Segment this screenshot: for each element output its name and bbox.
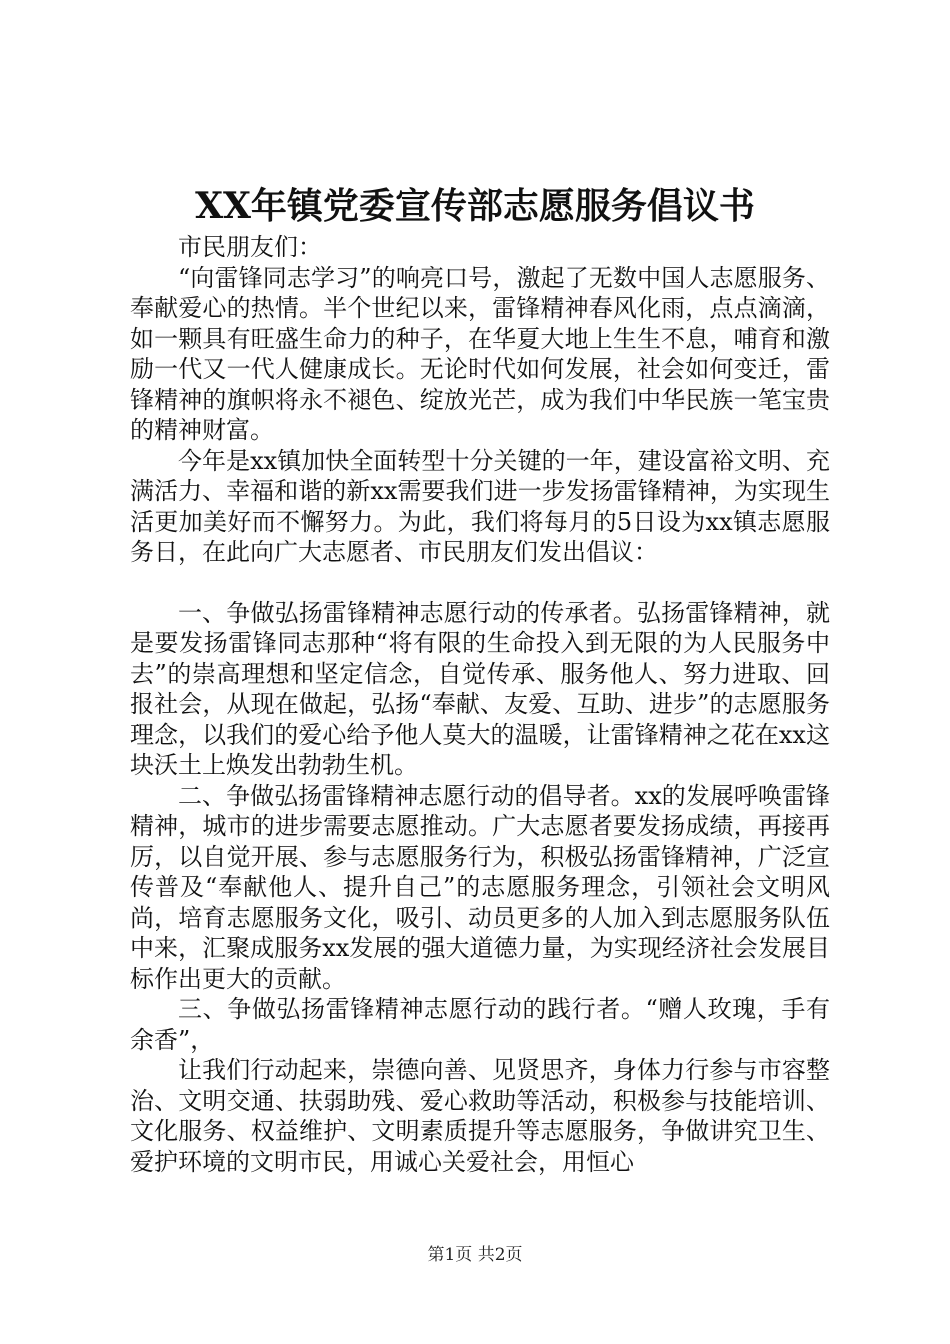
paragraph-proposal: 今年是xx镇加快全面转型十分关键的一年，建设富裕文明、充满活力、幸福和谐的新xx需要我们进一步发扬雷锋精神，为实现生活更加美好而不懈努力。为此，我们将每月的5日设为xx镇志愿服务日，在此向广大志愿者、市民朋友们发出倡议： <box>130 446 830 566</box>
paragraph-point-one: 一、争做弘扬雷锋精神志愿行动的传承者。弘扬雷锋精神，就是要发扬雷锋同志那种“将有限的生命投入到无限的为人民服务中去”的崇高理想和坚定信念，自觉传承、服务他人、努力进取、回报社会，从现在做起，弘扬“奉献、友爱、互助、进步”的志愿服务理念，以我们的爱心给予他人莫大的温暖，让雷锋精神之花在xx这块沃土上焕发出勃勃生机。 <box>130 598 830 779</box>
document-title: XX年镇党委宣传部志愿服务倡议书 <box>195 185 755 227</box>
paragraph-point-three: 三、争做弘扬雷锋精神志愿行动的践行者。“赠人玫瑰，手有余香”， <box>130 995 830 1054</box>
page-indicator: 第1页 共2页 <box>427 1245 523 1265</box>
paragraph-intro: “向雷锋同志学习”的响亮口号，激起了无数中国人志愿服务、奉献爱心的热情。半个世纪以来，雷锋精神春风化雨，点点滴滴，如一颗具有旺盛生命力的种子，在华夏大地上生生不息，哺育和激励一代又一代人健康成长。无论时代如何发展，社会如何变迁，雷锋精神的旗帜将永不褪色、绽放光芒，成为我们中华民族一笔宝贵的精神财富。 <box>130 263 830 444</box>
salutation: 市民朋友们： <box>178 233 322 261</box>
paragraph-point-two: 二、争做弘扬雷锋精神志愿行动的倡导者。xx的发展呼唤雷锋精神，城市的进步需要志愿推动。广大志愿者要发扬成绩，再接再厉，以自觉开展、参与志愿服务行为，积极弘扬雷锋精神，广泛宣传普及“奉献他人、提升自己”的志愿服务理念，引领社会文明风尚，培育志愿服务文化，吸引、动员更多的人加入到志愿服务队伍中来，汇聚成服务xx发展的强大道德力量，为实现经济社会发展目标作出更大的贡献。 <box>130 781 830 993</box>
paragraph-call-to-action: 让我们行动起来，崇德向善、见贤思齐，身体力行参与市容整治、文明交通、扶弱助残、爱心救助等活动，积极参与技能培训、文化服务、权益维护、文明素质提升等志愿服务，争做讲究卫生、爱护环境的文明市民，用诚心关爱社会，用恒心 <box>130 1056 830 1176</box>
document-body <box>130 232 830 1177</box>
